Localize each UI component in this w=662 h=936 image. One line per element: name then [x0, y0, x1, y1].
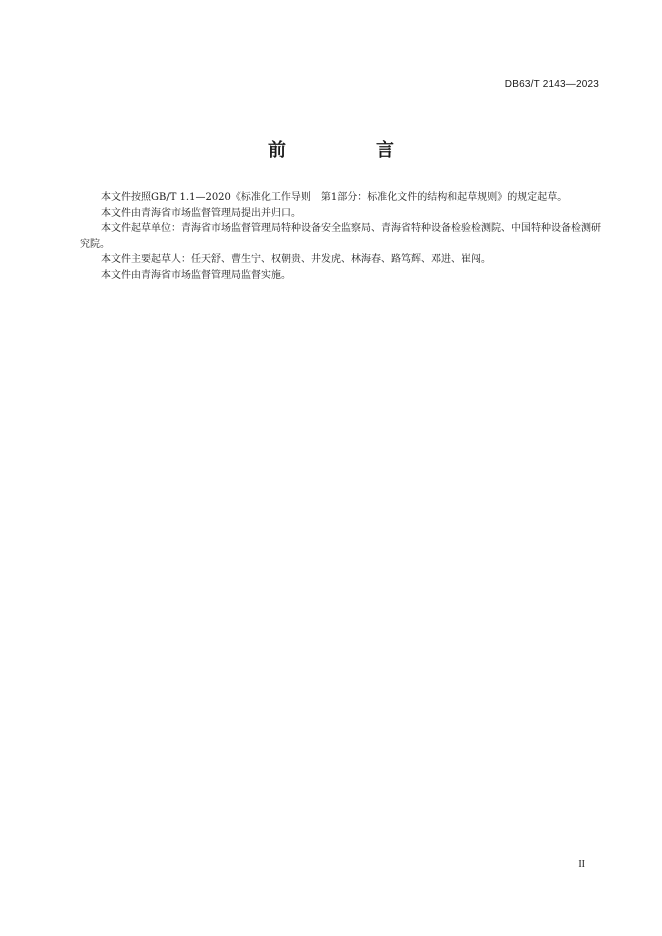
page-number: II — [578, 859, 585, 870]
paragraph-drafting-basis: 本文件按照GB/T 1.1—2020《标准化工作导则 第1部分：标准化文件的结构和起草规则》的规定起草。 — [101, 192, 568, 203]
paragraph-drafting-units: 本文件起草单位：青海省市场监督管理局特种设备安全监察局、青海省特种设备检验检测院、中国特种设备检测研究院。 — [80, 223, 601, 250]
foreword-body — [80, 190, 601, 283]
paragraph-supervision: 本文件由青海省市场监督管理局监督实施。 — [101, 269, 291, 281]
paragraph-drafters: 本文件主要起草人：任天舒、曹生宁、权朝贵、井发虎、林海春、路笃辉、邓进、崔闯。 — [101, 254, 491, 265]
paragraph-proposer: 本文件由青海省市场监督管理局提出并归口。 — [101, 207, 301, 219]
section-title: 前 言 — [268, 140, 430, 161]
document-code: DB63/T 2143—2023 — [504, 79, 599, 90]
